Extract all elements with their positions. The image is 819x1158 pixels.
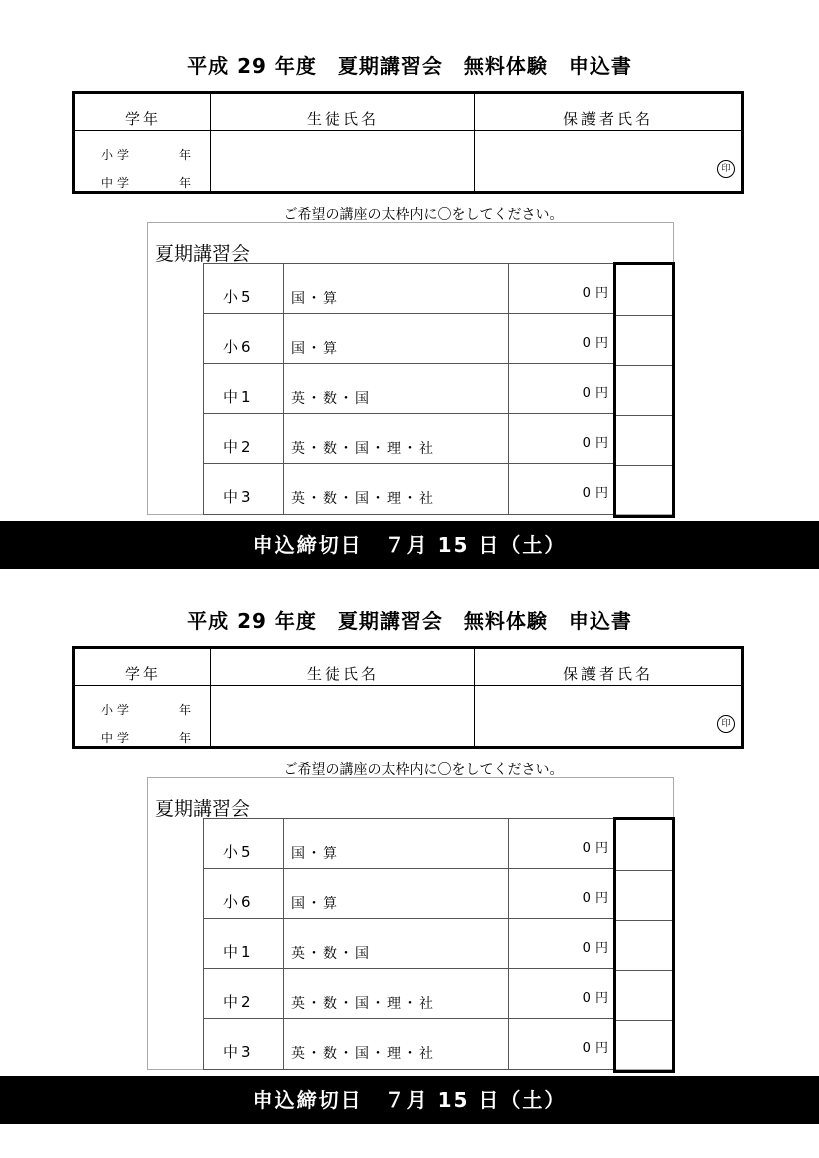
select-cell-chu3[interactable] <box>616 465 672 515</box>
select-cell-chu2[interactable] <box>616 970 672 1020</box>
row-price: 0 円 <box>582 941 608 956</box>
course-row <box>203 313 614 363</box>
course-title: 夏期講習会 <box>155 243 251 265</box>
course-title: 夏期講習会 <box>155 798 251 820</box>
select-cell-sho5[interactable] <box>616 265 672 315</box>
junior-high-label: 中学 <box>101 731 134 745</box>
row-subjects: 国・算 <box>291 341 339 357</box>
course-table <box>203 263 614 515</box>
select-cell-chu1[interactable] <box>616 920 672 970</box>
select-cell-chu3[interactable] <box>616 1020 672 1070</box>
form-title: 平成 29 年度 夏期講習会 無料体験 申込書 <box>187 609 632 633</box>
student-name-header: 生徒氏名 <box>306 110 379 128</box>
row-price: 0 円 <box>582 1041 608 1056</box>
junior-high-year-field[interactable]: 年 <box>179 176 192 190</box>
row-subjects: 英・数・国・理・社 <box>291 491 435 507</box>
select-cell-sho5[interactable] <box>616 820 672 870</box>
course-row <box>203 463 614 515</box>
row-grade: 中3 <box>223 1043 254 1061</box>
row-subjects: 国・算 <box>291 291 339 307</box>
selection-column <box>613 817 675 1073</box>
course-row <box>203 263 614 313</box>
row-price: 0 円 <box>582 286 608 301</box>
junior-high-label: 中学 <box>101 176 134 190</box>
course-row <box>203 1018 614 1070</box>
student-name-header: 生徒氏名 <box>306 665 379 683</box>
deadline-banner: 申込締切日 ７月 15 日（土） <box>0 1076 819 1124</box>
instruction-text: ご希望の講座の太枠内に〇をしてください。 <box>283 207 564 223</box>
row-price: 0 円 <box>582 991 608 1006</box>
row-grade: 中2 <box>223 438 254 456</box>
row-price: 0 円 <box>582 891 608 906</box>
guardian-name-field[interactable] <box>476 686 741 746</box>
row-grade: 小6 <box>223 893 254 911</box>
student-name-field[interactable] <box>212 131 474 191</box>
application-form-2 <box>0 555 819 1125</box>
row-grade: 小6 <box>223 338 254 356</box>
deadline-banner: 申込締切日 ７月 15 日（土） <box>0 521 819 569</box>
row-price: 0 円 <box>582 486 608 501</box>
junior-high-year-field[interactable]: 年 <box>179 731 192 745</box>
row-grade: 小5 <box>223 288 254 306</box>
course-row <box>203 918 614 968</box>
row-subjects: 国・算 <box>291 846 339 862</box>
row-grade: 中2 <box>223 993 254 1011</box>
row-price: 0 円 <box>582 336 608 351</box>
course-row <box>203 968 614 1018</box>
row-grade: 中1 <box>223 388 254 406</box>
guardian-name-header: 保護者氏名 <box>562 665 653 683</box>
selection-column <box>613 262 675 518</box>
grade-header: 学年 <box>124 110 161 128</box>
course-row <box>203 363 614 413</box>
elementary-year-field[interactable]: 年 <box>179 703 192 717</box>
row-subjects: 英・数・国 <box>291 946 371 962</box>
seal-icon: 印 <box>717 160 735 178</box>
course-row <box>203 818 614 868</box>
row-price: 0 円 <box>582 386 608 401</box>
row-grade: 中1 <box>223 943 254 961</box>
course-row <box>203 413 614 463</box>
row-subjects: 英・数・国・理・社 <box>291 996 435 1012</box>
select-cell-chu1[interactable] <box>616 365 672 415</box>
seal-icon: 印 <box>717 715 735 733</box>
row-subjects: 英・数・国・理・社 <box>291 441 435 457</box>
student-name-field[interactable] <box>212 686 474 746</box>
row-subjects: 英・数・国・理・社 <box>291 1046 435 1062</box>
instruction-text: ご希望の講座の太枠内に〇をしてください。 <box>283 762 564 778</box>
select-cell-sho6[interactable] <box>616 315 672 365</box>
course-row <box>203 868 614 918</box>
row-grade: 中3 <box>223 488 254 506</box>
elementary-label: 小学 <box>101 703 134 717</box>
elementary-label: 小学 <box>101 148 134 162</box>
row-price: 0 円 <box>582 841 608 856</box>
application-form-1 <box>0 0 819 570</box>
elementary-year-field[interactable]: 年 <box>179 148 192 162</box>
student-info-table <box>72 646 744 749</box>
student-info-table <box>72 91 744 194</box>
select-cell-chu2[interactable] <box>616 415 672 465</box>
select-cell-sho6[interactable] <box>616 870 672 920</box>
guardian-name-field[interactable] <box>476 131 741 191</box>
row-grade: 小5 <box>223 843 254 861</box>
row-price: 0 円 <box>582 436 608 451</box>
course-table <box>203 818 614 1070</box>
guardian-name-header: 保護者氏名 <box>562 110 653 128</box>
grade-header: 学年 <box>124 665 161 683</box>
form-title: 平成 29 年度 夏期講習会 無料体験 申込書 <box>187 54 632 78</box>
row-subjects: 国・算 <box>291 896 339 912</box>
row-subjects: 英・数・国 <box>291 391 371 407</box>
